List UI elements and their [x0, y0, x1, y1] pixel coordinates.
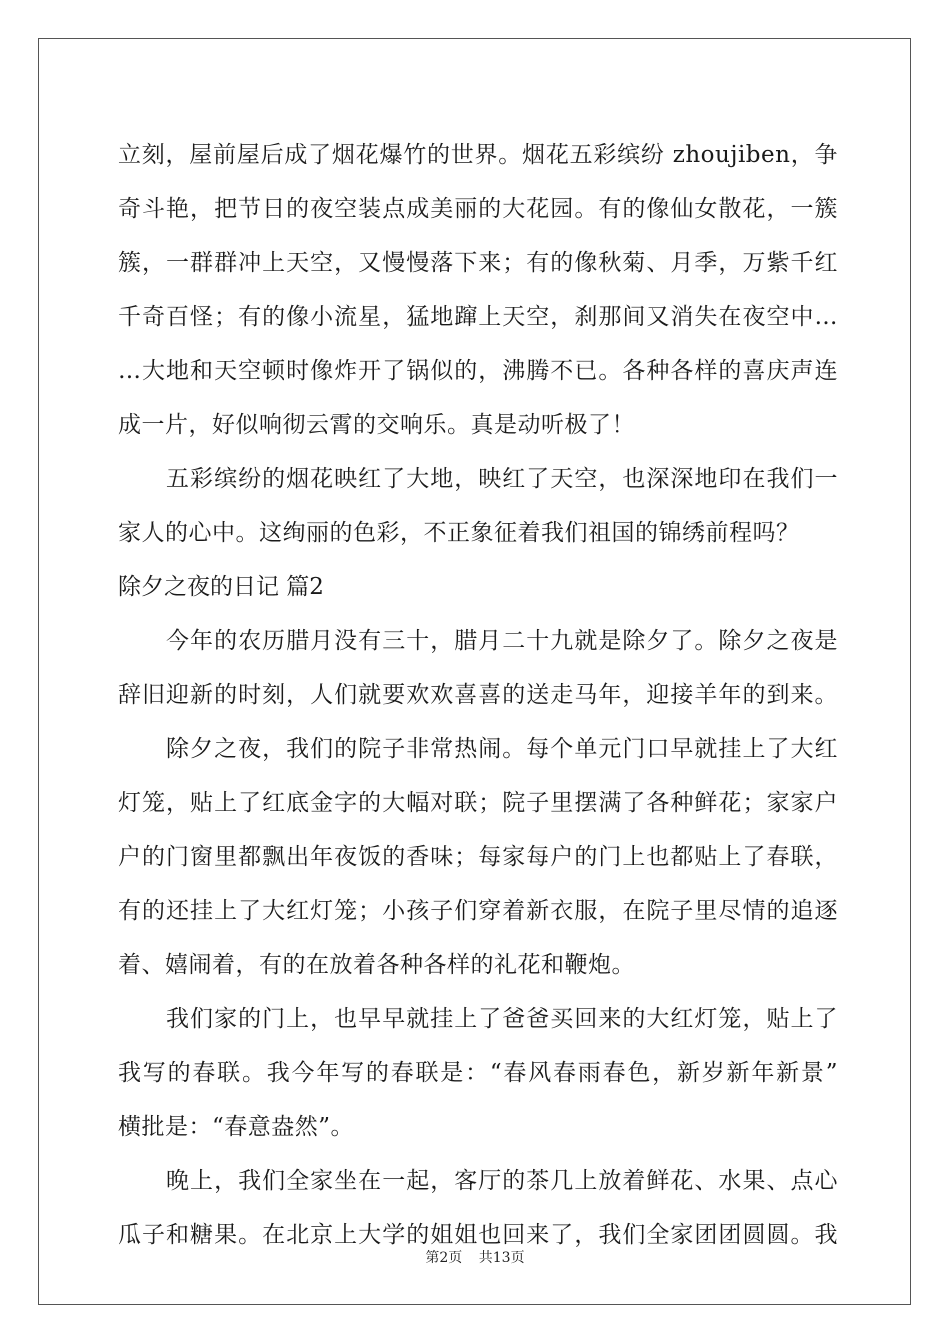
text-line: 户的门窗里都飘出年夜饭的香味；每家每户的门上也都贴上了春联， [118, 844, 838, 870]
text-line: 簇，一群群冲上天空，又慢慢落下来；有的像秋菊、月季，万紫千红 [118, 250, 838, 276]
text-line: 我们家的门上，也早早就挂上了爸爸买回来的大红灯笼，贴上了 [118, 1006, 838, 1032]
section-heading: 除夕之夜的日记 篇2 [118, 574, 324, 600]
text-line: 瓜子和糖果。在北京上大学的姐姐也回来了，我们全家团团圆圆。我 [118, 1222, 838, 1248]
text-line: 灯笼，贴上了红底金字的大幅对联；院子里摆满了各种鲜花；家家户 [118, 790, 838, 816]
text-line: 奇斗艳，把节日的夜空装点成美丽的大花园。有的像仙女散花，一簇 [118, 196, 838, 222]
text-line: 立刻，屋前屋后成了烟花爆竹的世界。烟花五彩缤纷 zhoujiben，争 [118, 142, 838, 168]
text-line: 除夕之夜，我们的院子非常热闹。每个单元门口早就挂上了大红 [118, 736, 838, 762]
document-body [118, 128, 838, 1262]
text-line: 横批是：“春意盎然”。 [118, 1114, 355, 1140]
text-line: 着、嬉闹着，有的在放着各种各样的礼花和鞭炮。 [118, 952, 635, 978]
text-line: 我写的春联。我今年写的春联是：“春风春雨春色，新岁新年新景” [118, 1060, 838, 1086]
text-line: 五彩缤纷的烟花映红了大地，映红了天空，也深深地印在我们一 [118, 466, 838, 492]
text-line: 成一片，好似响彻云霄的交响乐。真是动听极了！ [118, 412, 635, 438]
text-line: 晚上，我们全家坐在一起，客厅的茶几上放着鲜花、水果、点心 [118, 1168, 838, 1194]
page-number: 第2页 [425, 1250, 463, 1266]
text-line: 辞旧迎新的时刻，人们就要欢欢喜喜的送走马年，迎接羊年的到来。 [118, 682, 838, 708]
text-line: 有的还挂上了大红灯笼；小孩子们穿着新衣服，在院子里尽情的追逐 [118, 898, 838, 924]
text-line: …大地和天空顿时像炸开了锅似的，沸腾不已。各种各样的喜庆声连 [118, 358, 838, 384]
page-footer [0, 1247, 950, 1267]
text-line: 家人的心中。这绚丽的色彩，不正象征着我们祖国的锦绣前程吗？ [118, 520, 800, 546]
text-line: 千奇百怪；有的像小流星，猛地蹿上天空，刹那间又消失在夜空中… [118, 304, 838, 330]
text-line: 今年的农历腊月没有三十，腊月二十九就是除夕了。除夕之夜是 [118, 628, 838, 654]
page-total: 共13页 [478, 1250, 525, 1266]
